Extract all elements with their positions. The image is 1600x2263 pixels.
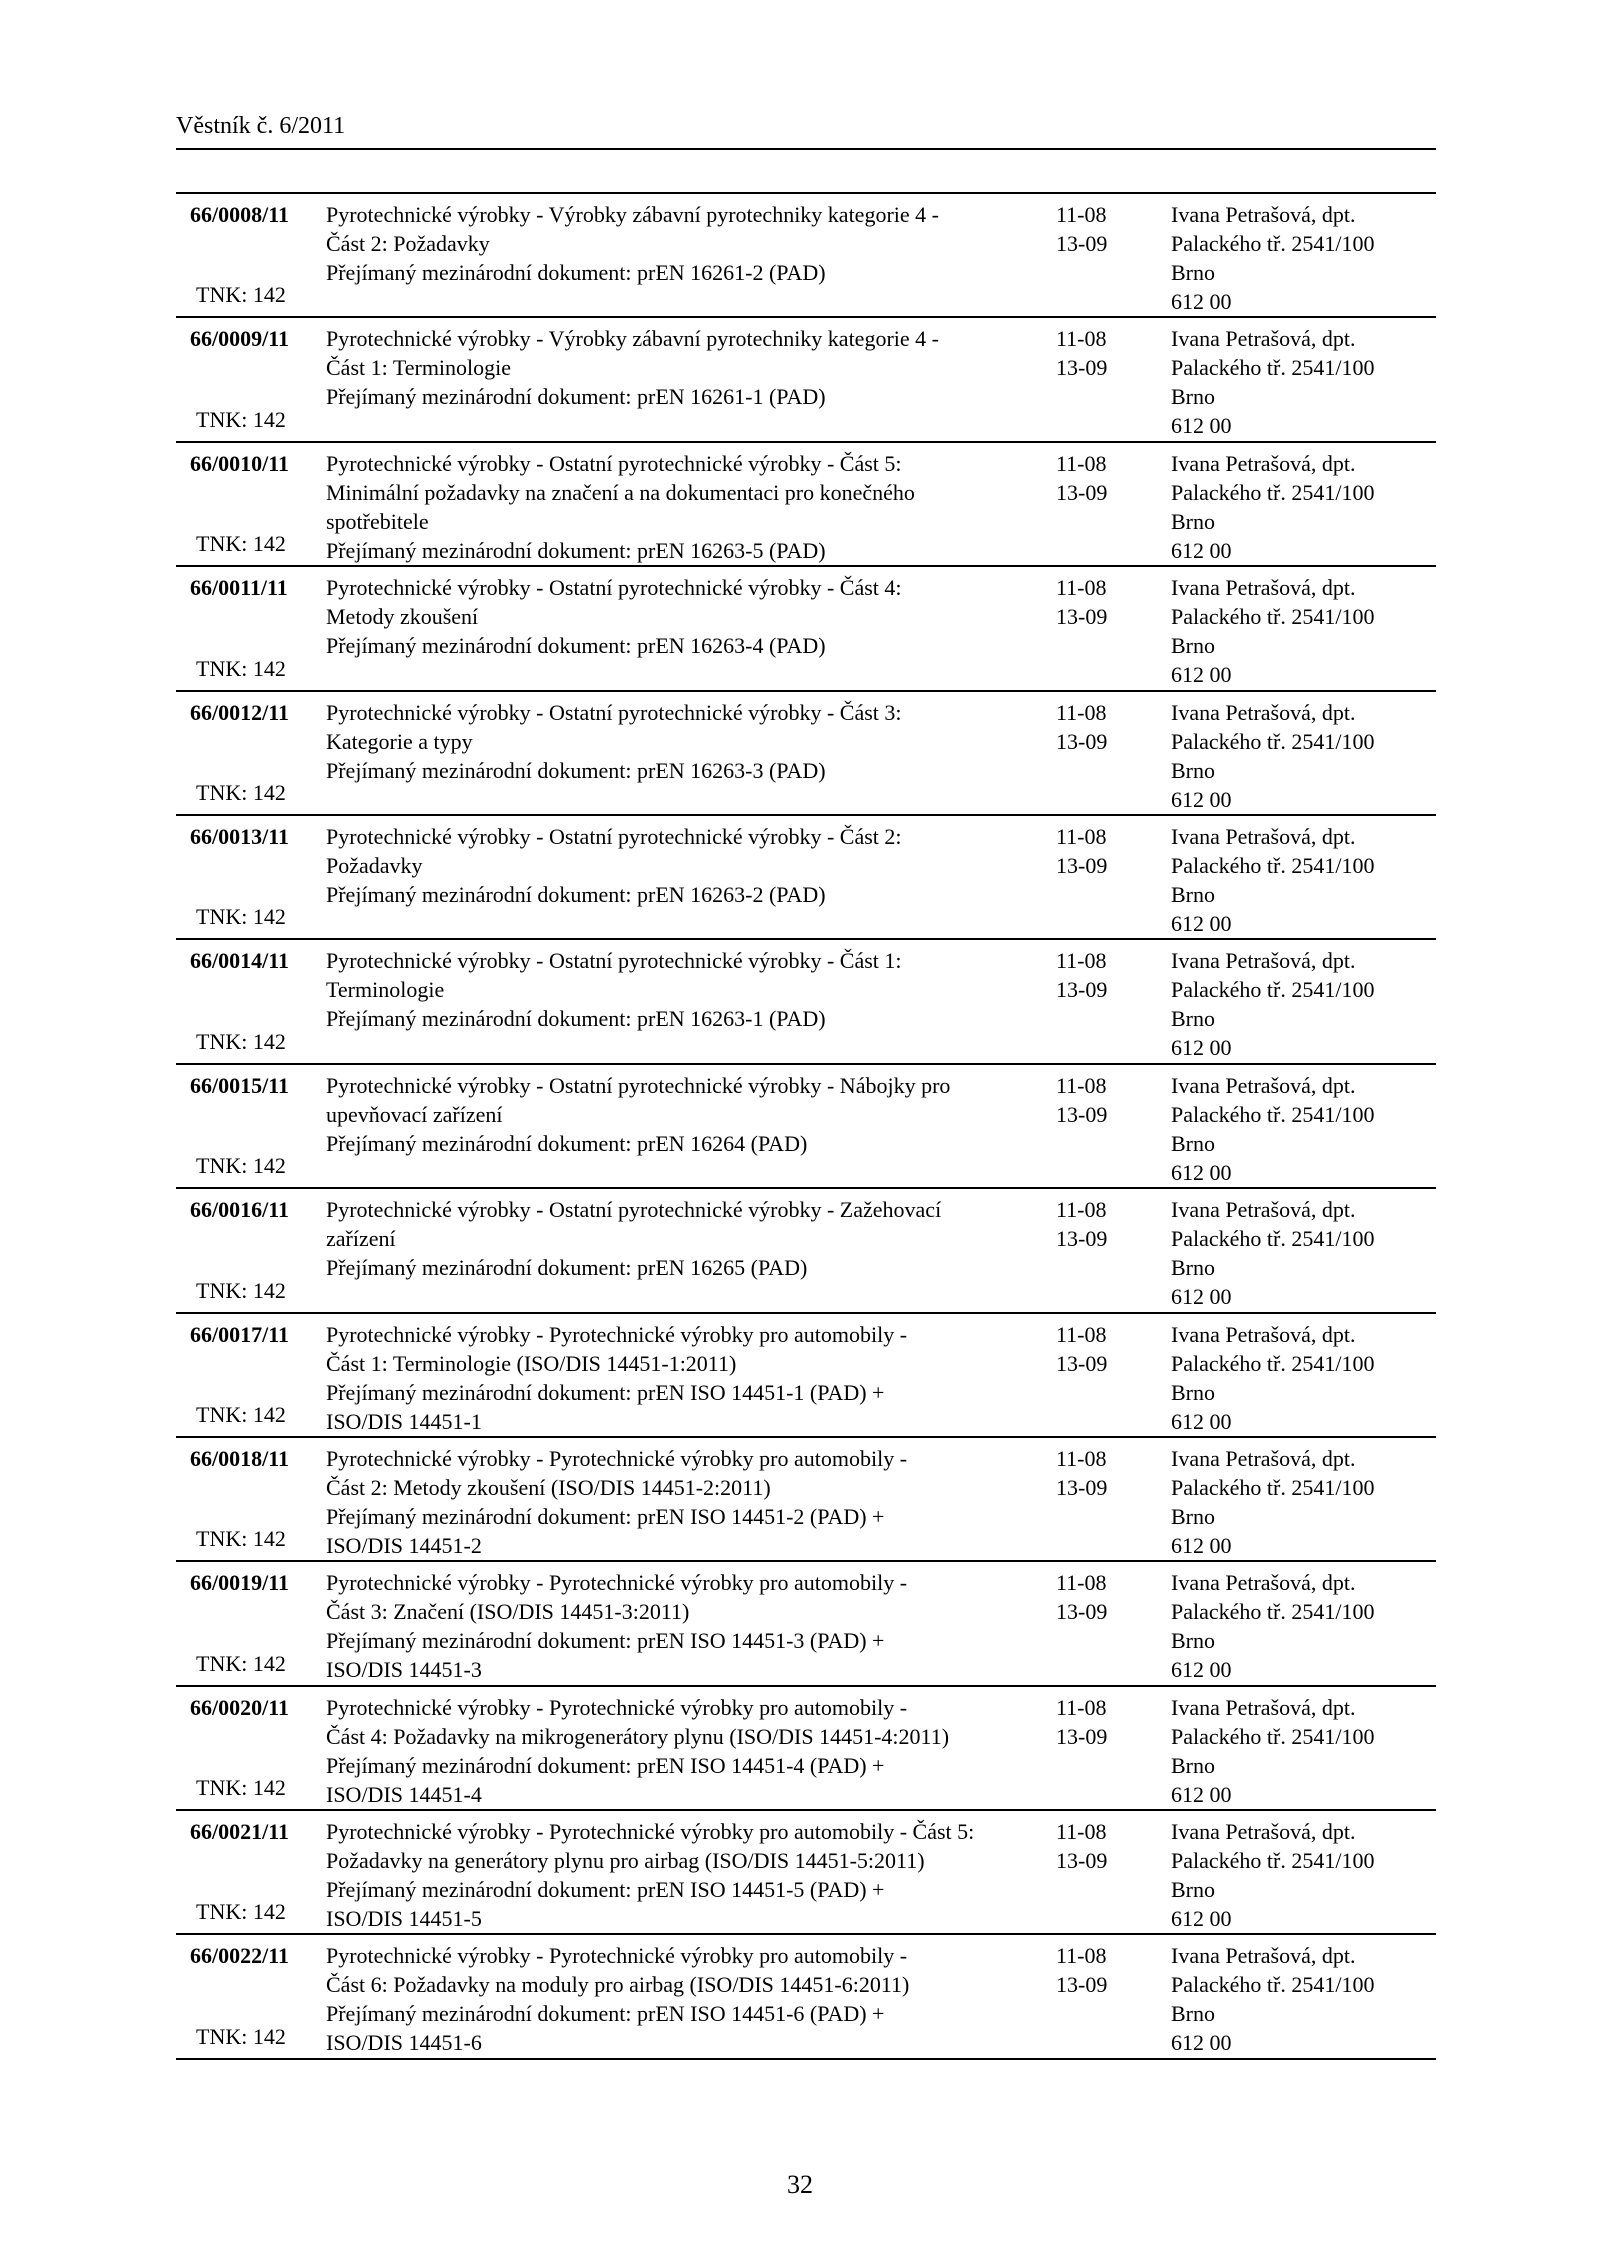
record-date-start: 11-08 bbox=[1056, 699, 1107, 725]
contact-name: Ivana Petrašová, dpt. bbox=[1171, 1445, 1356, 1471]
record-title-line: Metody zkoušení bbox=[326, 604, 479, 630]
record-tnk: TNK: 142 bbox=[196, 655, 286, 681]
contact-street: Palackého tř. 2541/100 bbox=[1171, 1848, 1375, 1874]
contact-zip: 612 00 bbox=[1171, 910, 1232, 936]
record-title-line: ISO/DIS 14451-1 bbox=[326, 1408, 482, 1434]
record-title bbox=[326, 324, 1026, 440]
record-id: 66/0014/11 bbox=[190, 948, 290, 974]
record-title-line: Pyrotechnické výrobky - Pyrotechnické výrobky pro automobily - Část 5: bbox=[326, 1819, 975, 1845]
record-id: 66/0015/11 bbox=[190, 1072, 290, 1098]
record-title-line: Přejímaný mezinárodní dokument: prEN 16265 (PAD) bbox=[326, 1255, 808, 1281]
contact-zip: 612 00 bbox=[1171, 1781, 1232, 1807]
record-date-end: 13-09 bbox=[1056, 1350, 1108, 1376]
record-dates bbox=[1056, 698, 1146, 756]
contact-street: Palackého tř. 2541/100 bbox=[1171, 1101, 1375, 1127]
contact-street: Palackého tř. 2541/100 bbox=[1171, 728, 1375, 754]
record-title-line: Přejímaný mezinárodní dokument: prEN 16261-2 (PAD) bbox=[326, 260, 826, 285]
record-dates bbox=[1056, 573, 1146, 631]
record-dates bbox=[1056, 1444, 1146, 1502]
record-title bbox=[326, 822, 1026, 938]
table-row bbox=[176, 940, 1436, 1064]
contact-name: Ivana Petrašová, dpt. bbox=[1171, 1943, 1356, 1969]
contact-street: Palackého tř. 2541/100 bbox=[1171, 1474, 1375, 1500]
record-title-line bbox=[326, 1282, 1026, 1311]
contact-name: Ivana Petrašová, dpt. bbox=[1171, 823, 1356, 849]
contact-zip: 612 00 bbox=[1171, 1284, 1232, 1310]
page-number: 32 bbox=[787, 2170, 813, 2199]
record-title-line: Část 1: Terminologie bbox=[326, 355, 512, 381]
record-title-line: Část 6: Požadavky na moduly pro airbag (ISO/DIS 14451-6:2011) bbox=[326, 1972, 910, 1998]
record-contact bbox=[1171, 1320, 1431, 1436]
record-title-line: ISO/DIS 14451-5 bbox=[326, 1906, 482, 1932]
record-dates bbox=[1056, 1320, 1146, 1378]
record-title-line: Kategorie a typy bbox=[326, 728, 473, 754]
table-row bbox=[176, 443, 1436, 567]
record-contact bbox=[1171, 1693, 1431, 1809]
record-title-line: ISO/DIS 14451-2 bbox=[326, 1532, 482, 1558]
record-title-line: zařízení bbox=[326, 1226, 396, 1252]
record-contact bbox=[1171, 200, 1431, 316]
record-id: 66/0016/11 bbox=[190, 1197, 290, 1223]
contact-zip: 612 00 bbox=[1171, 786, 1232, 812]
page-header bbox=[176, 110, 1436, 150]
record-title-line: Požadavky na generátory plynu pro airbag (ISO/DIS 14451-5:2011) bbox=[326, 1848, 925, 1874]
record-title-line bbox=[326, 1158, 1026, 1187]
contact-city: Brno bbox=[1171, 881, 1215, 907]
record-date-end: 13-09 bbox=[1056, 231, 1108, 256]
contact-street: Palackého tř. 2541/100 bbox=[1171, 479, 1375, 505]
contact-street: Palackého tř. 2541/100 bbox=[1171, 355, 1375, 381]
record-title bbox=[326, 1320, 1026, 1436]
contact-street: Palackého tř. 2541/100 bbox=[1171, 852, 1375, 878]
contact-city: Brno bbox=[1171, 508, 1215, 534]
record-contact bbox=[1171, 324, 1431, 440]
record-date-start: 11-08 bbox=[1056, 823, 1107, 849]
journal-title: Věstník č. 6/2011 bbox=[176, 113, 346, 139]
record-title-line: upevňovací zařízení bbox=[326, 1101, 503, 1127]
record-title-line: Přejímaný mezinárodní dokument: prEN 16263-5 (PAD) bbox=[326, 537, 826, 563]
record-id: 66/0017/11 bbox=[190, 1321, 290, 1347]
contact-city: Brno bbox=[1171, 757, 1215, 783]
record-dates bbox=[1056, 1693, 1146, 1751]
contact-street: Palackého tř. 2541/100 bbox=[1171, 1972, 1375, 1998]
record-date-end: 13-09 bbox=[1056, 1599, 1108, 1625]
contact-city: Brno bbox=[1171, 1379, 1215, 1405]
contact-name: Ivana Petrašová, dpt. bbox=[1171, 1819, 1356, 1845]
record-title-line: Pyrotechnické výrobky - Výrobky zábavní pyrotechniky kategorie 4 - bbox=[326, 326, 939, 352]
record-title-line: Část 2: Požadavky bbox=[326, 231, 490, 256]
record-title bbox=[326, 200, 1026, 316]
contact-zip: 612 00 bbox=[1171, 1408, 1232, 1434]
contact-street: Palackého tř. 2541/100 bbox=[1171, 231, 1375, 256]
contact-city: Brno bbox=[1171, 1130, 1215, 1156]
record-title-line: Přejímaný mezinárodní dokument: prEN 16261-1 (PAD) bbox=[326, 384, 826, 410]
contact-zip: 612 00 bbox=[1171, 2030, 1232, 2056]
record-id: 66/0012/11 bbox=[190, 699, 290, 725]
record-title-line: Pyrotechnické výrobky - Ostatní pyrotechnické výrobky - Část 1: bbox=[326, 948, 902, 974]
record-date-start: 11-08 bbox=[1056, 326, 1107, 352]
contact-city: Brno bbox=[1171, 1503, 1215, 1529]
record-title-line: ISO/DIS 14451-3 bbox=[326, 1657, 482, 1683]
contact-city: Brno bbox=[1171, 2001, 1215, 2027]
record-date-start: 11-08 bbox=[1056, 1321, 1107, 1347]
table-row bbox=[176, 1065, 1436, 1189]
record-dates bbox=[1056, 449, 1146, 507]
record-date-start: 11-08 bbox=[1056, 1445, 1107, 1471]
record-tnk: TNK: 142 bbox=[196, 1526, 286, 1552]
record-dates bbox=[1056, 822, 1146, 880]
record-title-line bbox=[326, 287, 1026, 316]
contact-city: Brno bbox=[1171, 1752, 1215, 1778]
records-table bbox=[176, 192, 1436, 2060]
record-contact bbox=[1171, 1195, 1431, 1311]
record-tnk: TNK: 142 bbox=[196, 2023, 286, 2049]
record-date-start: 11-08 bbox=[1056, 450, 1107, 476]
record-tnk: TNK: 142 bbox=[196, 1401, 286, 1427]
record-date-start: 11-08 bbox=[1056, 1570, 1107, 1596]
record-tnk: TNK: 142 bbox=[196, 904, 286, 930]
record-title bbox=[326, 1941, 1026, 2057]
contact-name: Ivana Petrašová, dpt. bbox=[1171, 1072, 1356, 1098]
record-date-end: 13-09 bbox=[1056, 1723, 1108, 1749]
table-row bbox=[176, 194, 1436, 318]
record-contact bbox=[1171, 946, 1431, 1062]
record-date-start: 11-08 bbox=[1056, 202, 1107, 227]
record-id: 66/0021/11 bbox=[190, 1819, 290, 1845]
record-date-start: 11-08 bbox=[1056, 575, 1107, 601]
record-title-line bbox=[326, 660, 1026, 689]
contact-zip: 612 00 bbox=[1171, 1159, 1232, 1185]
record-title-line: Pyrotechnické výrobky - Ostatní pyrotechnické výrobky - Část 5: bbox=[326, 450, 902, 476]
record-date-start: 11-08 bbox=[1056, 1072, 1107, 1098]
contact-street: Palackého tř. 2541/100 bbox=[1171, 604, 1375, 630]
contact-zip: 612 00 bbox=[1171, 1906, 1232, 1932]
record-date-end: 13-09 bbox=[1056, 479, 1108, 505]
record-title-line bbox=[326, 909, 1026, 938]
record-date-start: 11-08 bbox=[1056, 948, 1107, 974]
record-title-line: Část 3: Značení (ISO/DIS 14451-3:2011) bbox=[326, 1599, 690, 1625]
record-date-end: 13-09 bbox=[1056, 1848, 1108, 1874]
table-row bbox=[176, 567, 1436, 691]
record-dates bbox=[1056, 1568, 1146, 1626]
record-tnk: TNK: 142 bbox=[196, 1277, 286, 1303]
record-title-line: Pyrotechnické výrobky - Pyrotechnické výrobky pro automobily - bbox=[326, 1694, 908, 1720]
record-contact bbox=[1171, 698, 1431, 814]
table-row bbox=[176, 318, 1436, 442]
record-date-end: 13-09 bbox=[1056, 852, 1108, 878]
record-tnk: TNK: 142 bbox=[196, 1650, 286, 1676]
record-dates bbox=[1056, 1817, 1146, 1875]
record-dates bbox=[1056, 1071, 1146, 1129]
record-id: 66/0010/11 bbox=[190, 450, 290, 476]
contact-zip: 612 00 bbox=[1171, 1532, 1232, 1558]
record-title-line: ISO/DIS 14451-6 bbox=[326, 2030, 482, 2056]
contact-zip: 612 00 bbox=[1171, 413, 1232, 439]
record-title-line: Přejímaný mezinárodní dokument: prEN ISO 14451-1 (PAD) + bbox=[326, 1379, 885, 1405]
table-row bbox=[176, 1314, 1436, 1438]
record-title bbox=[326, 1195, 1026, 1311]
record-contact bbox=[1171, 1941, 1431, 2057]
record-title-line bbox=[326, 1033, 1026, 1062]
record-dates bbox=[1056, 1195, 1146, 1253]
record-date-end: 13-09 bbox=[1056, 604, 1108, 630]
record-title-line: Pyrotechnické výrobky - Výrobky zábavní pyrotechniky kategorie 4 - bbox=[326, 202, 939, 227]
record-title bbox=[326, 449, 1026, 565]
contact-city: Brno bbox=[1171, 1628, 1215, 1654]
contact-zip: 612 00 bbox=[1171, 1035, 1232, 1061]
record-id: 66/0020/11 bbox=[190, 1694, 290, 1720]
record-tnk: TNK: 142 bbox=[196, 1775, 286, 1801]
table-row bbox=[176, 1562, 1436, 1686]
record-dates bbox=[1056, 200, 1146, 258]
record-title bbox=[326, 1693, 1026, 1809]
record-id: 66/0018/11 bbox=[190, 1445, 290, 1471]
record-date-end: 13-09 bbox=[1056, 1474, 1108, 1500]
contact-city: Brno bbox=[1171, 1006, 1215, 1032]
record-contact bbox=[1171, 1444, 1431, 1560]
contact-zip: 612 00 bbox=[1171, 537, 1232, 563]
record-title-line: Terminologie bbox=[326, 977, 445, 1003]
record-id: 66/0009/11 bbox=[190, 326, 290, 352]
record-title-line: Pyrotechnické výrobky - Pyrotechnické výrobky pro automobily - bbox=[326, 1321, 908, 1347]
record-id: 66/0013/11 bbox=[190, 823, 290, 849]
record-title-line: Část 2: Metody zkoušení (ISO/DIS 14451-2:2011) bbox=[326, 1474, 771, 1500]
record-title-line: Pyrotechnické výrobky - Ostatní pyrotechnické výrobky - Část 2: bbox=[326, 823, 902, 849]
record-title-line: Pyrotechnické výrobky - Pyrotechnické výrobky pro automobily - bbox=[326, 1445, 908, 1471]
record-title-line: Požadavky bbox=[326, 852, 423, 878]
record-date-start: 11-08 bbox=[1056, 1694, 1107, 1720]
record-title-line: Část 1: Terminologie (ISO/DIS 14451-1:2011) bbox=[326, 1350, 737, 1376]
record-id: 66/0011/11 bbox=[190, 575, 288, 601]
record-title bbox=[326, 573, 1026, 689]
contact-zip: 612 00 bbox=[1171, 662, 1232, 688]
record-title-line: Přejímaný mezinárodní dokument: prEN ISO 14451-6 (PAD) + bbox=[326, 2001, 885, 2027]
table-row bbox=[176, 1811, 1436, 1935]
record-title-line bbox=[326, 411, 1026, 440]
record-title-line: Přejímaný mezinárodní dokument: prEN 16264 (PAD) bbox=[326, 1130, 808, 1156]
record-title-line: Přejímaný mezinárodní dokument: prEN 16263-1 (PAD) bbox=[326, 1006, 826, 1032]
record-title-line: Pyrotechnické výrobky - Ostatní pyrotechnické výrobky - Nábojky pro bbox=[326, 1072, 951, 1098]
record-tnk: TNK: 142 bbox=[196, 1899, 286, 1925]
record-tnk: TNK: 142 bbox=[196, 406, 286, 432]
record-id: 66/0019/11 bbox=[190, 1570, 290, 1596]
contact-city: Brno bbox=[1171, 1255, 1215, 1281]
record-title-line: Pyrotechnické výrobky - Ostatní pyrotechnické výrobky - Část 4: bbox=[326, 575, 902, 601]
record-contact bbox=[1171, 822, 1431, 938]
record-contact bbox=[1171, 1817, 1431, 1933]
table-row bbox=[176, 1687, 1436, 1811]
record-title bbox=[326, 698, 1026, 814]
contact-city: Brno bbox=[1171, 1877, 1215, 1903]
contact-street: Palackého tř. 2541/100 bbox=[1171, 1226, 1375, 1252]
record-date-start: 11-08 bbox=[1056, 1819, 1107, 1845]
contact-name: Ivana Petrašová, dpt. bbox=[1171, 948, 1356, 974]
record-date-start: 11-08 bbox=[1056, 1943, 1107, 1969]
record-title-line: Přejímaný mezinárodní dokument: prEN 16263-4 (PAD) bbox=[326, 633, 826, 659]
record-title-line: Pyrotechnické výrobky - Pyrotechnické výrobky pro automobily - bbox=[326, 1943, 908, 1969]
contact-zip: 612 00 bbox=[1171, 289, 1232, 314]
record-title-line: Přejímaný mezinárodní dokument: prEN ISO 14451-2 (PAD) + bbox=[326, 1503, 885, 1529]
record-date-end: 13-09 bbox=[1056, 977, 1108, 1003]
contact-name: Ivana Petrašová, dpt. bbox=[1171, 1321, 1356, 1347]
record-title bbox=[326, 1444, 1026, 1560]
record-contact bbox=[1171, 573, 1431, 689]
table-row bbox=[176, 692, 1436, 816]
contact-street: Palackého tř. 2541/100 bbox=[1171, 977, 1375, 1003]
record-title-line: Přejímaný mezinárodní dokument: prEN ISO 14451-5 (PAD) + bbox=[326, 1877, 885, 1903]
record-dates bbox=[1056, 1941, 1146, 1999]
contact-name: Ivana Petrašová, dpt. bbox=[1171, 326, 1356, 352]
record-title-line: Pyrotechnické výrobky - Pyrotechnické výrobky pro automobily - bbox=[326, 1570, 908, 1596]
record-dates bbox=[1056, 946, 1146, 1004]
contact-name: Ivana Petrašová, dpt. bbox=[1171, 450, 1356, 476]
record-date-end: 13-09 bbox=[1056, 728, 1108, 754]
record-title-line: Pyrotechnické výrobky - Ostatní pyrotechnické výrobky - Část 3: bbox=[326, 699, 902, 725]
contact-street: Palackého tř. 2541/100 bbox=[1171, 1350, 1375, 1376]
contact-name: Ivana Petrašová, dpt. bbox=[1171, 575, 1356, 601]
contact-city: Brno bbox=[1171, 633, 1215, 659]
record-tnk: TNK: 142 bbox=[196, 779, 286, 805]
record-title bbox=[326, 1817, 1026, 1933]
record-date-end: 13-09 bbox=[1056, 1226, 1108, 1252]
contact-name: Ivana Petrašová, dpt. bbox=[1171, 699, 1356, 725]
record-title-line bbox=[326, 785, 1026, 814]
record-title-line: Přejímaný mezinárodní dokument: prEN 16263-3 (PAD) bbox=[326, 757, 826, 783]
table-row bbox=[176, 1935, 1436, 2059]
record-date-end: 13-09 bbox=[1056, 1101, 1108, 1127]
record-title bbox=[326, 1568, 1026, 1684]
contact-city: Brno bbox=[1171, 384, 1215, 410]
record-date-start: 11-08 bbox=[1056, 1197, 1107, 1223]
record-title bbox=[326, 1071, 1026, 1187]
record-tnk: TNK: 142 bbox=[196, 282, 286, 308]
record-tnk: TNK: 142 bbox=[196, 1028, 286, 1054]
table-row bbox=[176, 1438, 1436, 1562]
record-tnk: TNK: 142 bbox=[196, 531, 286, 557]
record-title bbox=[326, 946, 1026, 1062]
record-date-end: 13-09 bbox=[1056, 355, 1108, 381]
contact-name: Ivana Petrašová, dpt. bbox=[1171, 1694, 1356, 1720]
contact-name: Ivana Petrašová, dpt. bbox=[1171, 202, 1356, 227]
record-id: 66/0008/11 bbox=[190, 202, 290, 227]
record-id: 66/0022/11 bbox=[190, 1943, 290, 1969]
record-title-line: Přejímaný mezinárodní dokument: prEN 16263-2 (PAD) bbox=[326, 881, 826, 907]
contact-city: Brno bbox=[1171, 260, 1215, 285]
contact-street: Palackého tř. 2541/100 bbox=[1171, 1723, 1375, 1749]
record-title-line: Přejímaný mezinárodní dokument: prEN ISO 14451-3 (PAD) + bbox=[326, 1628, 885, 1654]
record-date-end: 13-09 bbox=[1056, 1972, 1108, 1998]
record-title-line: ISO/DIS 14451-4 bbox=[326, 1781, 482, 1807]
record-title-line: Přejímaný mezinárodní dokument: prEN ISO 14451-4 (PAD) + bbox=[326, 1752, 885, 1778]
record-contact bbox=[1171, 1071, 1431, 1187]
table-row bbox=[176, 816, 1436, 940]
record-dates bbox=[1056, 324, 1146, 382]
contact-name: Ivana Petrašová, dpt. bbox=[1171, 1570, 1356, 1596]
contact-zip: 612 00 bbox=[1171, 1657, 1232, 1683]
record-title-line: Část 4: Požadavky na mikrogenerátory plynu (ISO/DIS 14451-4:2011) bbox=[326, 1723, 950, 1749]
record-title-line: Pyrotechnické výrobky - Ostatní pyrotechnické výrobky - Zažehovací bbox=[326, 1197, 942, 1223]
record-contact bbox=[1171, 449, 1431, 565]
contact-name: Ivana Petrašová, dpt. bbox=[1171, 1197, 1356, 1223]
record-tnk: TNK: 142 bbox=[196, 1153, 286, 1179]
table-row bbox=[176, 1189, 1436, 1313]
record-title-line: Minimální požadavky na značení a na dokumentaci pro konečného bbox=[326, 479, 915, 505]
record-contact bbox=[1171, 1568, 1431, 1684]
record-title-line: spotřebitele bbox=[326, 508, 429, 534]
contact-street: Palackého tř. 2541/100 bbox=[1171, 1599, 1375, 1625]
